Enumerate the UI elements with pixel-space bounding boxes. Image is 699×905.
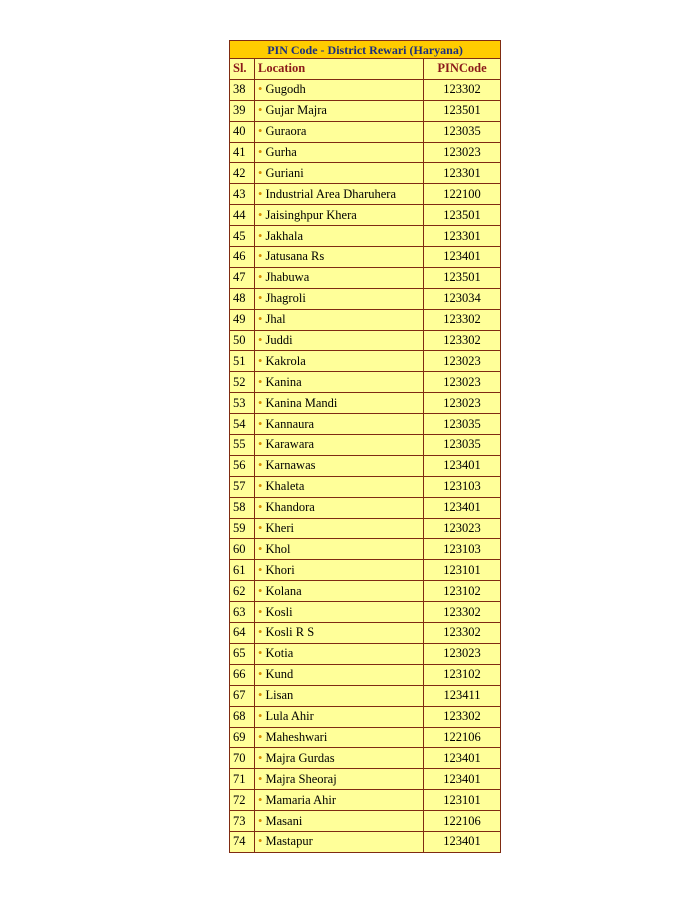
row-sl: 48 [230,288,255,309]
row-location: Majra Sheoraj [265,771,337,786]
row-sl: 51 [230,351,255,372]
row-pincode: 123023 [424,142,501,163]
row-location-cell [255,602,424,623]
bullet-icon: • [258,625,263,640]
row-pincode: 123102 [424,664,501,685]
bullet-icon: • [258,437,263,452]
row-location: Kannaura [265,416,315,431]
table-row [230,330,501,351]
row-sl: 55 [230,435,255,456]
row-location: Kakrola [265,353,306,368]
row-pincode: 123302 [424,309,501,330]
table-row [230,226,501,247]
row-location: Gugodh [265,82,306,97]
table-row [230,623,501,644]
row-location-cell [255,539,424,560]
row-pincode: 122100 [424,184,501,205]
row-pincode: 123302 [424,330,501,351]
row-pincode: 123101 [424,560,501,581]
row-pincode: 123501 [424,267,501,288]
table-row [230,121,501,142]
row-pincode: 123103 [424,476,501,497]
row-location-cell [255,748,424,769]
row-sl: 39 [230,100,255,121]
row-location: Khol [265,541,291,556]
row-location: Jatusana Rs [265,249,325,264]
row-pincode: 123302 [424,706,501,727]
table-row [230,435,501,456]
row-sl: 67 [230,685,255,706]
row-pincode: 123023 [424,372,501,393]
header-sl: Sl. [230,59,255,80]
table-row [230,727,501,748]
row-location-cell [255,518,424,539]
row-location: Karawara [265,437,315,452]
row-sl: 46 [230,247,255,268]
pin-code-table [229,40,501,853]
row-sl: 73 [230,811,255,832]
row-location-cell [255,727,424,748]
row-location: Mamaria Ahir [265,792,336,807]
row-location: Guriani [265,165,304,180]
row-location: Mastapur [265,834,313,849]
row-location: Juddi [265,333,293,348]
table-row [230,393,501,414]
row-sl: 41 [230,142,255,163]
row-location-cell [255,455,424,476]
bullet-icon: • [258,583,263,598]
header-location: Location [255,59,424,80]
bullet-icon: • [258,604,263,619]
row-location-cell [255,100,424,121]
bullet-icon: • [258,479,263,494]
table-row [230,539,501,560]
row-location-cell [255,309,424,330]
row-location-cell [255,226,424,247]
row-location-cell [255,706,424,727]
table-row [230,769,501,790]
bullet-icon: • [258,562,263,577]
row-location-cell [255,121,424,142]
row-location: Kund [265,667,294,682]
row-pincode: 123302 [424,79,501,100]
bullet-icon: • [258,291,263,306]
row-location-cell [255,351,424,372]
row-pincode: 123401 [424,247,501,268]
table-row [230,79,501,100]
row-location-cell [255,247,424,268]
table-row [230,205,501,226]
bullet-icon: • [258,333,263,348]
row-location-cell [255,623,424,644]
table-row [230,581,501,602]
row-sl: 49 [230,309,255,330]
row-location: Lula Ahir [265,709,314,724]
row-sl: 50 [230,330,255,351]
table-title: PIN Code - District Rewari (Haryana) [230,41,501,59]
row-sl: 57 [230,476,255,497]
row-sl: 47 [230,267,255,288]
row-pincode: 123401 [424,748,501,769]
row-sl: 43 [230,184,255,205]
row-location-cell [255,435,424,456]
row-pincode: 123401 [424,455,501,476]
bullet-icon: • [258,458,263,473]
bullet-icon: • [258,270,263,285]
table-row [230,790,501,811]
row-pincode: 122106 [424,811,501,832]
row-location-cell [255,184,424,205]
bullet-icon: • [258,834,263,849]
row-pincode: 123401 [424,497,501,518]
row-pincode: 123102 [424,581,501,602]
row-pincode: 122106 [424,727,501,748]
row-sl: 62 [230,581,255,602]
row-location-cell [255,393,424,414]
row-pincode: 123302 [424,623,501,644]
table-row [230,518,501,539]
row-location: Kotia [265,646,294,661]
row-pincode: 123501 [424,100,501,121]
table-row [230,602,501,623]
row-location: Industrial Area Dharuhera [265,186,397,201]
table-row [230,560,501,581]
row-sl: 60 [230,539,255,560]
row-location-cell [255,330,424,351]
header-row [230,59,501,80]
row-location: Khori [265,562,295,577]
row-pincode: 123301 [424,226,501,247]
row-location-cell [255,769,424,790]
bullet-icon: • [258,813,263,828]
row-sl: 59 [230,518,255,539]
row-location: Khandora [265,500,315,515]
row-pincode: 123035 [424,121,501,142]
row-location: Kosli [265,604,293,619]
row-location-cell [255,163,424,184]
bullet-icon: • [258,207,263,222]
row-location-cell [255,414,424,435]
row-sl: 64 [230,623,255,644]
row-location-cell [255,581,424,602]
table-row [230,455,501,476]
bullet-icon: • [258,103,263,118]
bullet-icon: • [258,249,263,264]
row-sl: 54 [230,414,255,435]
row-sl: 53 [230,393,255,414]
row-sl: 56 [230,455,255,476]
table-row [230,309,501,330]
row-location-cell [255,372,424,393]
table-row [230,497,501,518]
bullet-icon: • [258,541,263,556]
row-pincode: 123501 [424,205,501,226]
row-sl: 44 [230,205,255,226]
row-sl: 63 [230,602,255,623]
bullet-icon: • [258,312,263,327]
row-location-cell [255,79,424,100]
bullet-icon: • [258,124,263,139]
bullet-icon: • [258,750,263,765]
row-location: Majra Gurdas [265,750,335,765]
table-row [230,247,501,268]
row-location: Kheri [265,521,294,536]
table-row [230,831,501,852]
row-location: Gurha [265,145,297,159]
row-sl: 68 [230,706,255,727]
row-location-cell [255,790,424,811]
row-location: Jaisinghpur Khera [265,207,357,222]
row-location: Lisan [265,688,294,703]
row-pincode: 123401 [424,831,501,852]
table-row [230,100,501,121]
bullet-icon: • [258,395,263,410]
row-location: Guraora [265,124,307,139]
table-row [230,706,501,727]
table-row [230,664,501,685]
row-location: Maheshwari [265,729,328,744]
row-pincode: 123034 [424,288,501,309]
table-row [230,476,501,497]
table-row [230,351,501,372]
row-location-cell [255,267,424,288]
row-location: Kosli R S [265,625,315,640]
row-location: Khaleta [265,479,305,494]
row-location: Kanina Mandi [265,395,338,410]
bullet-icon: • [258,416,263,431]
row-location-cell [255,142,424,163]
table-row [230,184,501,205]
row-sl: 70 [230,748,255,769]
row-location: Gujar Majra [265,103,327,118]
row-sl: 52 [230,372,255,393]
row-sl: 69 [230,727,255,748]
row-location-cell [255,811,424,832]
row-sl: 65 [230,643,255,664]
row-pincode: 123035 [424,435,501,456]
row-sl: 74 [230,831,255,852]
bullet-icon: • [258,186,263,201]
table-row [230,288,501,309]
table-row [230,643,501,664]
bullet-icon: • [258,353,263,368]
bullet-icon: • [258,729,263,744]
table-row [230,685,501,706]
bullet-icon: • [258,82,263,97]
row-sl: 61 [230,560,255,581]
row-location: Jhabuwa [265,270,310,285]
row-pincode: 123023 [424,351,501,372]
bullet-icon: • [258,374,263,389]
row-sl: 66 [230,664,255,685]
row-pincode: 123023 [424,643,501,664]
row-location: Jhal [265,312,286,327]
table-row [230,811,501,832]
row-pincode: 123401 [424,769,501,790]
row-location-cell [255,288,424,309]
row-pincode: 123101 [424,790,501,811]
title-row [230,41,501,59]
bullet-icon: • [258,646,263,661]
table-row [230,748,501,769]
row-location: Kolana [265,583,302,598]
bullet-icon: • [258,667,263,682]
header-pincode: PINCode [424,59,501,80]
row-sl: 40 [230,121,255,142]
bullet-icon: • [258,228,263,243]
row-pincode: 123103 [424,539,501,560]
row-pincode: 123035 [424,414,501,435]
row-location: Jakhala [265,228,303,243]
row-pincode: 123302 [424,602,501,623]
row-location: Jhagroli [265,291,306,306]
row-location-cell [255,476,424,497]
row-location-cell [255,560,424,581]
row-sl: 38 [230,79,255,100]
table-row [230,142,501,163]
row-pincode: 123023 [424,393,501,414]
row-location-cell [255,205,424,226]
bullet-icon: • [258,709,263,724]
row-sl: 71 [230,769,255,790]
bullet-icon: • [258,500,263,515]
table-row [230,267,501,288]
bullet-icon: • [258,771,263,786]
row-location: Kanina [265,374,302,389]
bullet-icon: • [258,688,263,703]
row-location-cell [255,664,424,685]
table-row [230,163,501,184]
bullet-icon: • [258,145,263,159]
row-location-cell [255,831,424,852]
bullet-icon: • [258,521,263,536]
row-location: Masani [265,813,303,828]
row-location-cell [255,685,424,706]
row-location-cell [255,497,424,518]
row-location-cell [255,643,424,664]
row-pincode: 123301 [424,163,501,184]
row-location: Karnawas [265,458,316,473]
row-sl: 45 [230,226,255,247]
row-sl: 58 [230,497,255,518]
row-sl: 72 [230,790,255,811]
row-pincode: 123411 [424,685,501,706]
row-pincode: 123023 [424,518,501,539]
table-row [230,372,501,393]
row-sl: 42 [230,163,255,184]
bullet-icon: • [258,792,263,807]
table-row [230,414,501,435]
bullet-icon: • [258,165,263,180]
